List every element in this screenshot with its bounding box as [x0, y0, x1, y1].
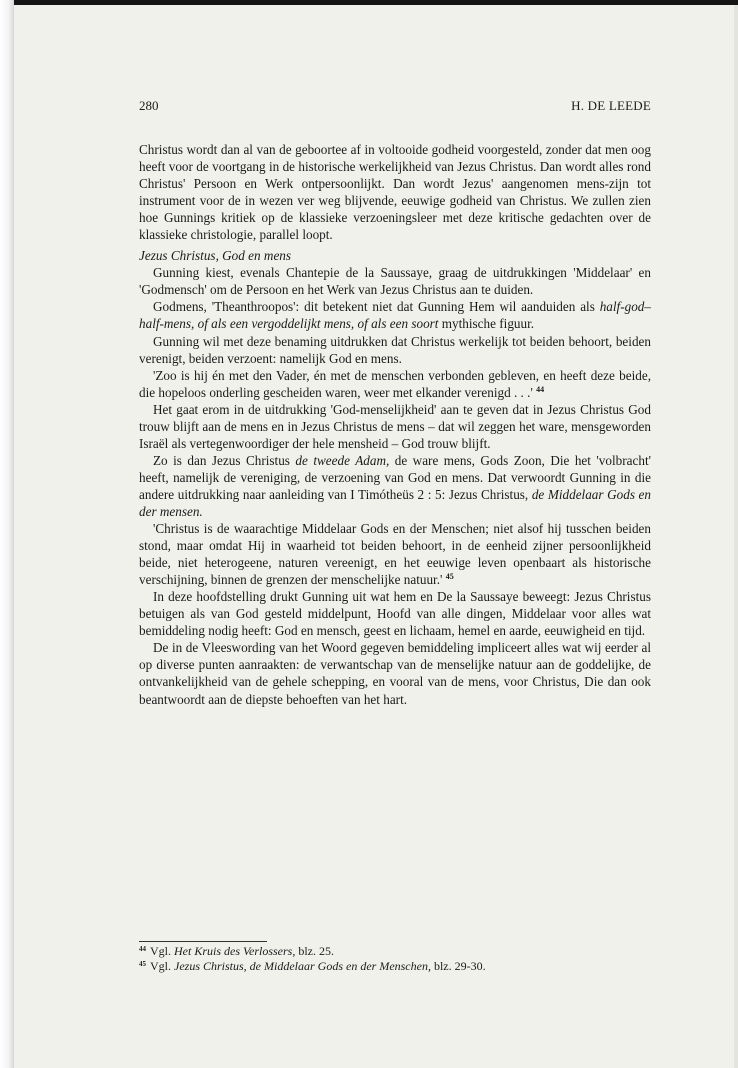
footnote-suffix: blz. 25.: [295, 944, 335, 958]
quote-2-text: 'Christus is de waarachtige Middelaar Gods en der Menschen; niet alsof hij tusschen beiden stond, maar omdat Hij in waarheid tot beiden behoort, in de eenheid zijner persoonlijkheid beide, niet heterogeene, naturen vereenigt, en het eeuwige leven openbaart als historische verschijning, binnen de grenzen der menschelijke natuur.': [139, 521, 651, 588]
page-number: 280: [139, 98, 159, 113]
intro-paragraph: Christus wordt dan al van de geboortee af in voltooide godheid voorgesteld, zonder dat men oog heeft voor de voortgang in de historische werkelijkheid van Jezus Christus. Dan wordt alles rond Christus' Persoon en Werk ontpersoonlijkt. Dan wordt Jezus' aangenomen mens-zijn tot instrument voor de in wezen ver weg blijvende, eeuwige godheid van Christus. We zullen zien hoe Gunnings kritiek op de klassieke verzoeningsleer met deze kritische gedachten over de klassieke christologie, parallel loopt.: [139, 142, 651, 243]
footnote-number: 44: [139, 945, 146, 953]
footnote-separator: [139, 941, 267, 942]
paragraph-2: [139, 298, 651, 332]
page-left-edge: [0, 0, 14, 1068]
quote-1-text: 'Zoo is hij én met den Vader, én met de menschen verbonden gebleven, en heeft deze beide, die hopeloos onderling gescheiden waren, weer met elkander verenigd . . .': [139, 367, 651, 400]
footnote-prefix: Vgl.: [150, 944, 174, 958]
paragraph-5-text: Zo is dan Jezus Christus: [153, 452, 296, 468]
quote-1: [139, 367, 651, 401]
page-right-edge: [734, 5, 738, 1068]
paragraph-2-end: mythische figuur.: [438, 316, 535, 332]
footnote-prefix: Vgl.: [150, 959, 174, 973]
quote-2: [139, 520, 651, 588]
paragraph-5-italic: de tweede Adam,: [295, 452, 390, 468]
paragraph-5-italic-2: de Middelaar Gods en der mensen.: [139, 486, 651, 519]
paragraph-6: In deze hoofdstelling drukt Gunning uit wat hem en De la Saussaye beweegt: Jezus Christus betuigen als van God gesteld middelpunt, Hoofd van alle dingen, Middelaar voor alles wat bemiddeling nodig heeft: God en mensch, geest en lichaam, hemel en aarde, eeuwigheid en tijd.: [139, 589, 651, 639]
paragraph-4: Het gaat erom in de uitdrukking 'God-menselijkheid' aan te geven dat in Jezus Christus God trouw blijft aan de mens en in Jezus Christus de mens – dat wil zeggen het ware, mensgeworden Israël als vertegenwoordiger der hele mensheid – God trouw blijft.: [139, 401, 651, 451]
paragraph-2-italic: half-god–half-mens, of als een vergoddelijkt mens, of als een soort: [139, 299, 651, 332]
paragraph-1: Gunning kiest, evenals Chantepie de la Saussaye, graag de uitdrukkingen 'Middelaar' en 'Godmensch' om de Persoon en het Werk van Jezus Christus aan te duiden.: [139, 265, 651, 298]
paragraph-5: [139, 452, 651, 520]
footnote-number: 45: [139, 960, 146, 968]
footnote-44: [139, 944, 651, 959]
footnote-title: Jezus Christus, de Middelaar Gods en der Menschen,: [174, 959, 431, 973]
scan-top-border: [14, 0, 738, 5]
paragraph-3: Gunning wil met deze benaming uitdrukken dat Christus werkelijk tot beiden behoort, beiden verenigt, beiden verzoent: namelijk God en mens.: [139, 333, 651, 366]
page-body: [139, 141, 651, 708]
section-heading: Jezus Christus, God en mens: [139, 248, 292, 264]
paragraph-2-text: Godmens, 'Theanthroopos': dit betekent niet dat Gunning Hem wil aanduiden als: [153, 299, 600, 315]
footnote-ref-45: 45: [445, 572, 454, 582]
footnotes: [139, 944, 651, 974]
paragraph-7: De in de Vleeswording van het Woord gegeven bemiddeling impliceert alles wat wij eerder al op diverse punten aanraakten: de verwantschap van de menselijke natuur aan de goddelijke, de ontvankelijkheid van de gehele schepping, en vooral van de mens, voor Christus, Die dan ook beantwoordt aan de diepste behoeften van het hart.: [139, 640, 651, 707]
footnote-ref-44: 44: [536, 384, 545, 394]
paragraph-5-text-2: de ware mens, Gods Zoon, Die het 'volbracht' heeft, namelijk de vereniging, de verzoening van God en mens. Dat verwoordt Gunning in die andere uitdrukking naar aanleiding van I Timótheüs 2 : 5: Jezus Christus,: [139, 452, 651, 502]
running-head: H. DE LEEDE: [571, 98, 651, 113]
footnote-45: [139, 959, 651, 974]
footnote-suffix: blz. 29-30.: [430, 959, 486, 973]
footnote-title: Het Kruis des Verlossers,: [174, 944, 296, 958]
